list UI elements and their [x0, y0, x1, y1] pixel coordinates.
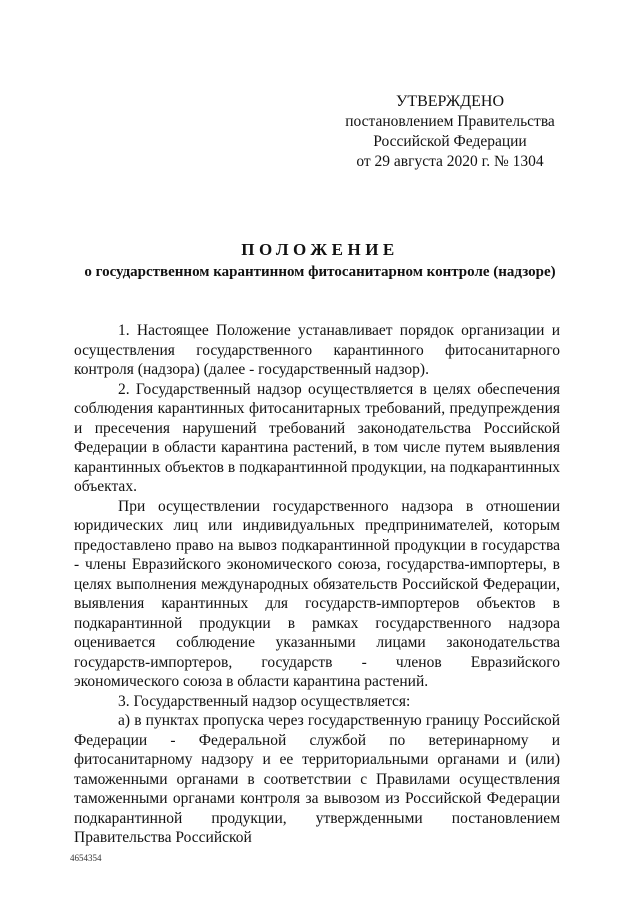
document-body [74, 321, 560, 848]
approval-block [330, 92, 570, 172]
document-code: 4654354 [70, 853, 102, 863]
approval-line-1: постановлением Правительства [345, 113, 555, 130]
approval-title: УТВЕРЖДЕНО [395, 93, 504, 110]
paragraph-3: При осуществлении государственного надзора в отношении юридических лиц или индивидуальных предпринимателей, которым предоставлено право на вывоз подкарантинной продукции в государства - члены Евразийского экономического союза, государства-импортеры, в целях выполнения международных обязательств Российской Федерации, выявления карантинных для государств-импортеров объектов в подкарантинной продукции в рамках государственного надзора оценивается соблюдение указанными лицами законодательства государств-импортеров, государств - членов Евразийского экономического союза в области карантина растений. [74, 497, 560, 690]
paragraph-5: а) в пунктах пропуска через государственную границу Российской Федерации - Федеральной службой по ветеринарному и фитосанитарному надзору и ее территориальными органами и (или) таможенными органами в соответствии с Правилами осуществления таможенными органами контроля за вывозом из Российской Федерации подкарантинной продукции, утвержденными постановлением Правительства Российской [74, 712, 560, 846]
paragraph-4: 3. Государственный надзор осуществляется: [118, 692, 411, 710]
paragraph-2: 2. Государственный надзор осуществляется в целях обеспечения соблюдения карантинных фитосанитарных требований, предупреждения и пресечения нарушений требований законодательства Российской Федерации в области карантина растений, в том числе путем выявления карантинных объектов в подкарантинной продукции, на подкарантинных объектах. [74, 380, 560, 495]
paragraph-1: 1. Настоящее Положение устанавливает порядок организации и осуществления государственного карантинного фитосанитарного контроля (надзора) (далее - государственный надзор). [74, 322, 560, 378]
approval-line-3: от 29 августа 2020 г. № 1304 [356, 153, 544, 170]
document-title: ПОЛОЖЕНИЕ [241, 240, 399, 259]
approval-line-2: Российской Федерации [373, 133, 527, 150]
document-subtitle: о государственном карантинном фитосанитарном контроле (надзоре) [84, 264, 556, 280]
